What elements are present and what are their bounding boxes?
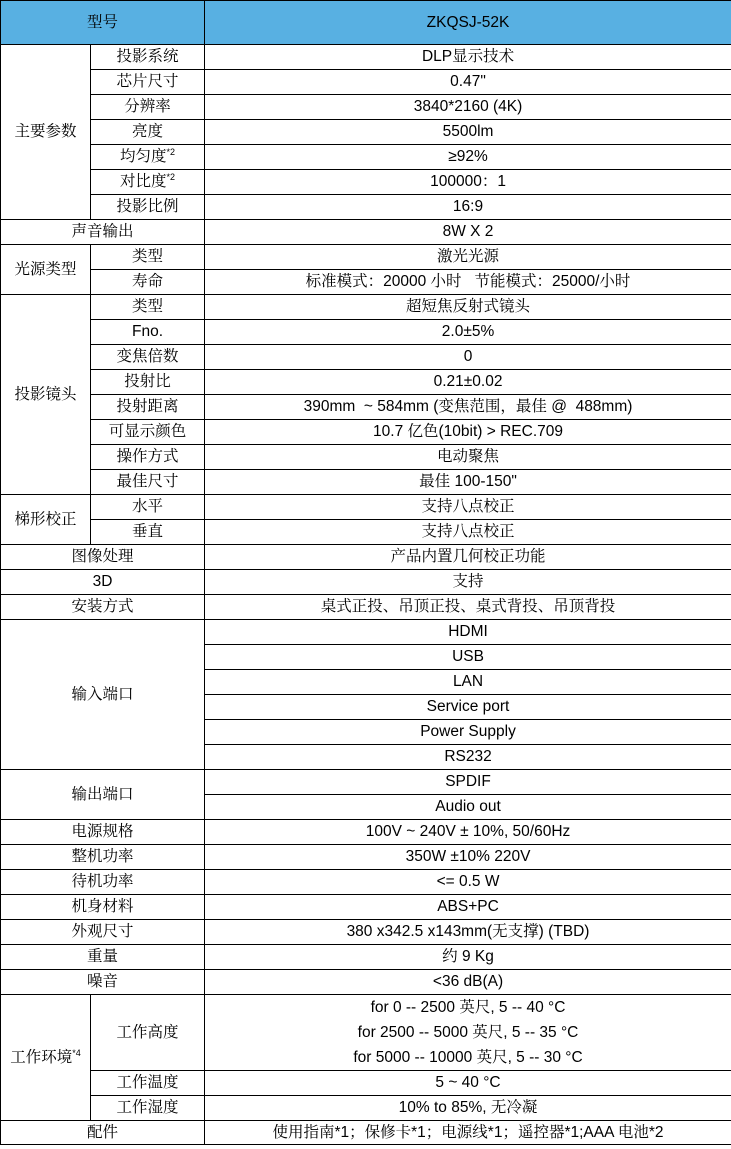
row-value: 2.0±5% <box>205 320 731 345</box>
row-value: HDMI <box>205 620 731 645</box>
row-label: 亮度 <box>91 120 205 145</box>
row-label: 可显示颜色 <box>91 420 205 445</box>
table-row <box>1 270 731 295</box>
row-value: 最佳 100-150" <box>205 470 731 495</box>
row-label: 变焦倍数 <box>91 345 205 370</box>
row-label: 配件 <box>1 1121 205 1145</box>
altitude-line: for 5000 -- 10000 英尺, 5 -- 30 °C <box>353 1049 583 1066</box>
table-row <box>1 1071 731 1096</box>
row-value: 电动聚焦 <box>205 445 731 470</box>
row-value: 10.7 亿色(10bit) > REC.709 <box>205 420 731 445</box>
row-value: 支持八点校正 <box>205 495 731 520</box>
row-label: 重量 <box>1 945 205 970</box>
table-row <box>1 245 731 270</box>
table-row <box>1 845 731 870</box>
table-row <box>1 1121 731 1145</box>
row-label: Fno. <box>91 320 205 345</box>
table-row <box>1 995 731 1071</box>
row-value: 超短焦反射式镜头 <box>205 295 731 320</box>
model-label: 型号 <box>1 1 205 45</box>
table-row <box>1 895 731 920</box>
table-row <box>1 370 731 395</box>
row-label: 3D <box>1 570 205 595</box>
row-value: LAN <box>205 670 731 695</box>
row-label: 分辨率 <box>91 95 205 120</box>
group-environment <box>1 995 91 1121</box>
altitude-line: for 0 -- 2500 英尺, 5 -- 40 °C <box>370 999 566 1016</box>
row-value: 产品内置几何校正功能 <box>205 545 731 570</box>
row-label: 投影比例 <box>91 195 205 220</box>
row-value: USB <box>205 645 731 670</box>
row-label: 水平 <box>91 495 205 520</box>
row-label: 安装方式 <box>1 595 205 620</box>
table-row <box>1 145 731 170</box>
row-value: <= 0.5 W <box>205 870 731 895</box>
label-text: 均匀度 <box>119 148 167 165</box>
table-row <box>1 595 731 620</box>
group-output-ports: 输出端口 <box>1 770 205 820</box>
row-value: 0.47" <box>205 70 731 95</box>
row-value: ABS+PC <box>205 895 731 920</box>
row-value: Service port <box>205 695 731 720</box>
table-row <box>1 320 731 345</box>
row-label: 整机功率 <box>1 845 205 870</box>
row-label: 工作高度 <box>91 995 205 1071</box>
row-value: 3840*2160 (4K) <box>205 95 731 120</box>
table-row <box>1 70 731 95</box>
row-value: 100000：1 <box>205 170 731 195</box>
row-value: DLP显示技术 <box>205 45 731 70</box>
row-label: 待机功率 <box>1 870 205 895</box>
footnote-mark: *2 <box>166 172 176 182</box>
table-row <box>1 570 731 595</box>
row-label: 外观尺寸 <box>1 920 205 945</box>
table-row <box>1 820 731 845</box>
table-row <box>1 220 731 245</box>
row-value: 桌式正投、吊顶正投、桌式背投、吊顶背投 <box>205 595 731 620</box>
row-value: 5 ~ 40 °C <box>205 1071 731 1096</box>
table-row <box>1 95 731 120</box>
row-value: 标准模式：20000 小时 节能模式：25000/小时 <box>205 270 731 295</box>
model-value: ZKQSJ-52K <box>205 1 731 45</box>
row-value: 16:9 <box>205 195 731 220</box>
row-value: Power Supply <box>205 720 731 745</box>
table-row <box>1 195 731 220</box>
row-label: 工作湿度 <box>91 1096 205 1121</box>
row-value: <36 dB(A) <box>205 970 731 995</box>
table-row <box>1 120 731 145</box>
row-label: 类型 <box>91 295 205 320</box>
row-label: 投射距离 <box>91 395 205 420</box>
row-label: 芯片尺寸 <box>91 70 205 95</box>
row-label: 投射比 <box>91 370 205 395</box>
table-row <box>1 1096 731 1121</box>
group-lens: 投影镜头 <box>1 295 91 495</box>
group-input-ports: 输入端口 <box>1 620 205 770</box>
row-value: 350W ±10% 220V <box>205 845 731 870</box>
table-row <box>1 170 731 195</box>
label-text: 工作环境 <box>10 1048 73 1066</box>
group-light-source: 光源类型 <box>1 245 91 295</box>
row-label <box>91 145 205 170</box>
table-row <box>1 970 731 995</box>
table-row <box>1 420 731 445</box>
row-label: 声音输出 <box>1 220 205 245</box>
table-row <box>1 870 731 895</box>
table-row <box>1 520 731 545</box>
altitude-line: for 2500 -- 5000 英尺, 5 -- 35 °C <box>357 1024 579 1041</box>
table-row <box>1 620 731 645</box>
row-label: 电源规格 <box>1 820 205 845</box>
row-label <box>91 170 205 195</box>
row-value: SPDIF <box>205 770 731 795</box>
row-value: 10% to 85%, 无冷凝 <box>205 1096 731 1121</box>
table-row <box>1 470 731 495</box>
header-row <box>1 1 731 45</box>
row-value: Audio out <box>205 795 731 820</box>
table-row <box>1 395 731 420</box>
row-label: 噪音 <box>1 970 205 995</box>
row-value: 8W X 2 <box>205 220 731 245</box>
row-value: 0.21±0.02 <box>205 370 731 395</box>
group-keystone: 梯形校正 <box>1 495 91 545</box>
row-value: 激光光源 <box>205 245 731 270</box>
row-value: 390mm ~ 584mm (变焦范围，最佳 @ 488mm) <box>205 395 731 420</box>
row-value <box>205 995 731 1071</box>
row-label: 类型 <box>91 245 205 270</box>
row-value: 5500lm <box>205 120 731 145</box>
row-value: ≥92% <box>205 145 731 170</box>
row-label: 垂直 <box>91 520 205 545</box>
row-value: RS232 <box>205 745 731 770</box>
row-label: 图像处理 <box>1 545 205 570</box>
table-row <box>1 545 731 570</box>
footnote-mark: *4 <box>72 1047 81 1058</box>
row-value: 380 x342.5 x143mm(无支撑) (TBD) <box>205 920 731 945</box>
table-row <box>1 495 731 520</box>
row-label: 操作方式 <box>91 445 205 470</box>
row-value: 支持八点校正 <box>205 520 731 545</box>
row-label: 机身材料 <box>1 895 205 920</box>
label-text: 对比度 <box>119 173 167 190</box>
table-row <box>1 45 731 70</box>
footnote-mark: *2 <box>166 147 176 157</box>
group-main-params: 主要参数 <box>1 45 91 220</box>
table-row <box>1 445 731 470</box>
table-row <box>1 920 731 945</box>
row-value: 约 9 Kg <box>205 945 731 970</box>
row-value: 0 <box>205 345 731 370</box>
row-value: 支持 <box>205 570 731 595</box>
row-value: 使用指南*1；保修卡*1；电源线*1；遥控器*1;AAA 电池*2 <box>205 1121 731 1145</box>
table-row <box>1 345 731 370</box>
row-label: 投影系统 <box>91 45 205 70</box>
table-row <box>1 295 731 320</box>
row-label: 工作温度 <box>91 1071 205 1096</box>
table-row <box>1 945 731 970</box>
row-label: 最佳尺寸 <box>91 470 205 495</box>
row-label: 寿命 <box>91 270 205 295</box>
row-value: 100V ~ 240V ± 10%, 50/60Hz <box>205 820 731 845</box>
table-row <box>1 770 731 795</box>
